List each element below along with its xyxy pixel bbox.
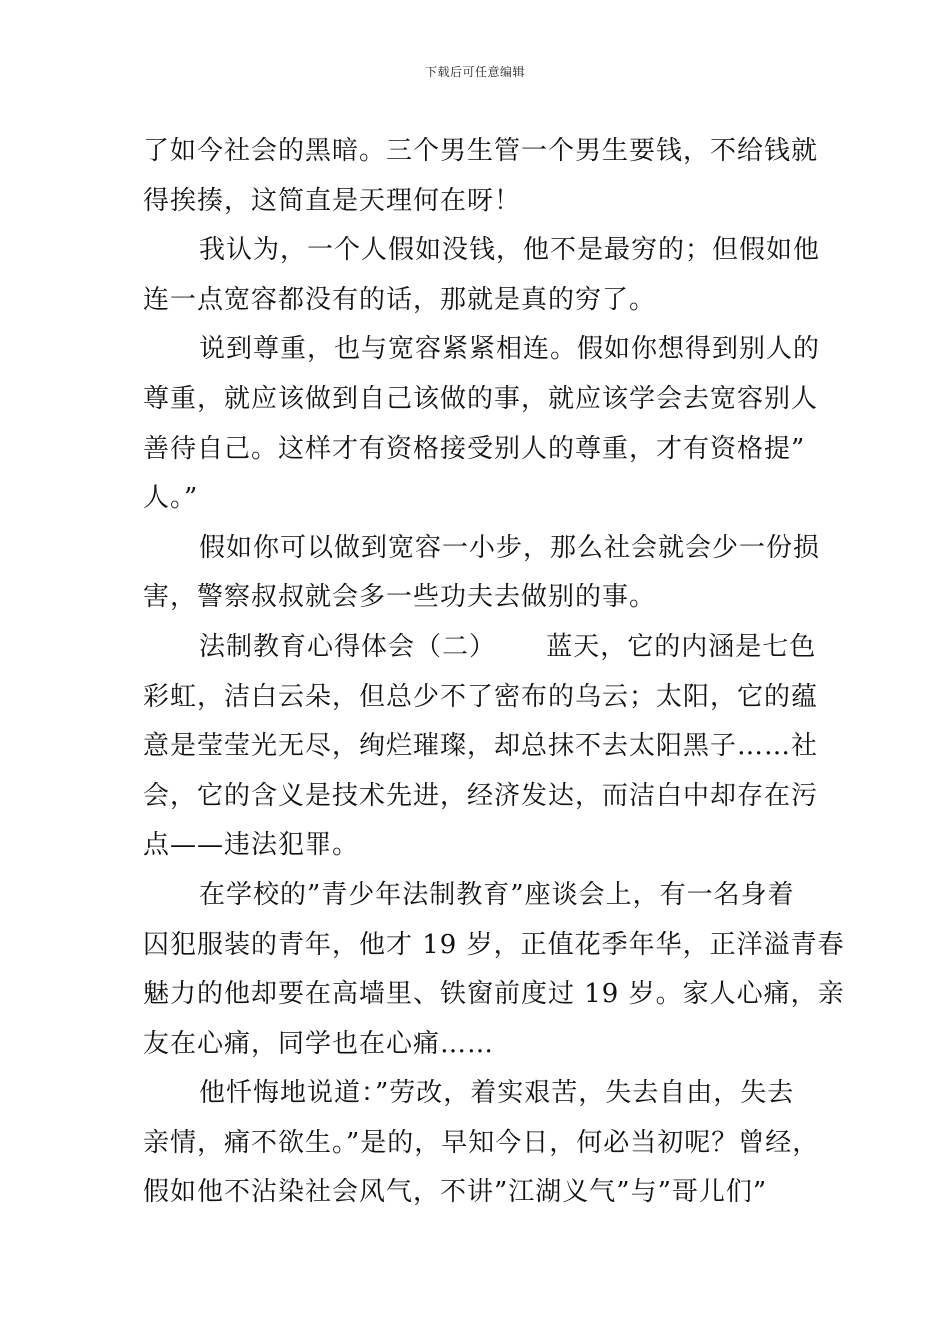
text-line: 得挨揍，这简直是天理何在呀！ — [143, 185, 522, 216]
page-header: 下载后可任意编辑 — [424, 65, 525, 79]
text-line: 假如你可以做到宽容一小步，那么社会就会少一份损 — [199, 532, 821, 563]
text-line: 说到尊重，也与宽容紧紧相连。假如你想得到别人的 — [199, 334, 821, 365]
text-line: 假如他不沾染社会风气，不讲”江湖义气”与”哥儿们” — [143, 1177, 768, 1208]
text-line: 尊重，就应该做到自己该做的事，就应该学会去宽容别人 — [143, 383, 819, 414]
text-line: 善待自己。这样才有资格接受别人的尊重，才有资格提” — [143, 433, 806, 464]
text-line: 他忏悔地说道：”劳改，着实艰苦，失去自由，失去 — [199, 1078, 795, 1109]
text-line: 连一点宽容都没有的话，那就是真的穷了。 — [143, 284, 657, 315]
text-line: 友在心痛，同学也在心痛…… — [143, 1028, 495, 1059]
text-line: 会，它的含义是技术先进，经济发达，而洁白中却存在污 — [143, 780, 819, 811]
text-line: 法制教育心得体会（二） 蓝天，它的内涵是七色 — [199, 631, 817, 662]
text-line: 了如今社会的黑暗。三个男生管一个男生要钱，不给钱就 — [143, 136, 819, 166]
body-text — [143, 127, 845, 1218]
text-line: 点——违法犯罪。 — [143, 830, 360, 861]
text-line: 害，警察叔叔就会多一些功夫去做别的事。 — [143, 582, 657, 613]
text-line: 我认为，一个人假如没钱，他不是最穷的；但假如他 — [199, 235, 821, 266]
text-line: 彩虹，洁白云朵，但总少不了密布的乌云；太阳，它的蕴 — [143, 681, 819, 712]
text-line: 囚犯服装的青年，他才 19 岁，正值花季年华，正洋溢青春 — [143, 929, 845, 960]
text-line: 在学校的”青少年法制教育”座谈会上，有一名身着 — [199, 879, 795, 910]
text-line: 魅力的他却要在高墙里、铁窗前度过 19 岁。家人心痛，亲 — [143, 979, 845, 1010]
text-line: 人。” — [143, 483, 199, 514]
text-line: 亲情，痛不欲生。”是的，早知今日，何必当初呢？曾经， — [143, 1127, 820, 1158]
text-line: 意是莹莹光无尽，绚烂璀璨，却总抹不去太阳黑子……社 — [143, 731, 819, 762]
